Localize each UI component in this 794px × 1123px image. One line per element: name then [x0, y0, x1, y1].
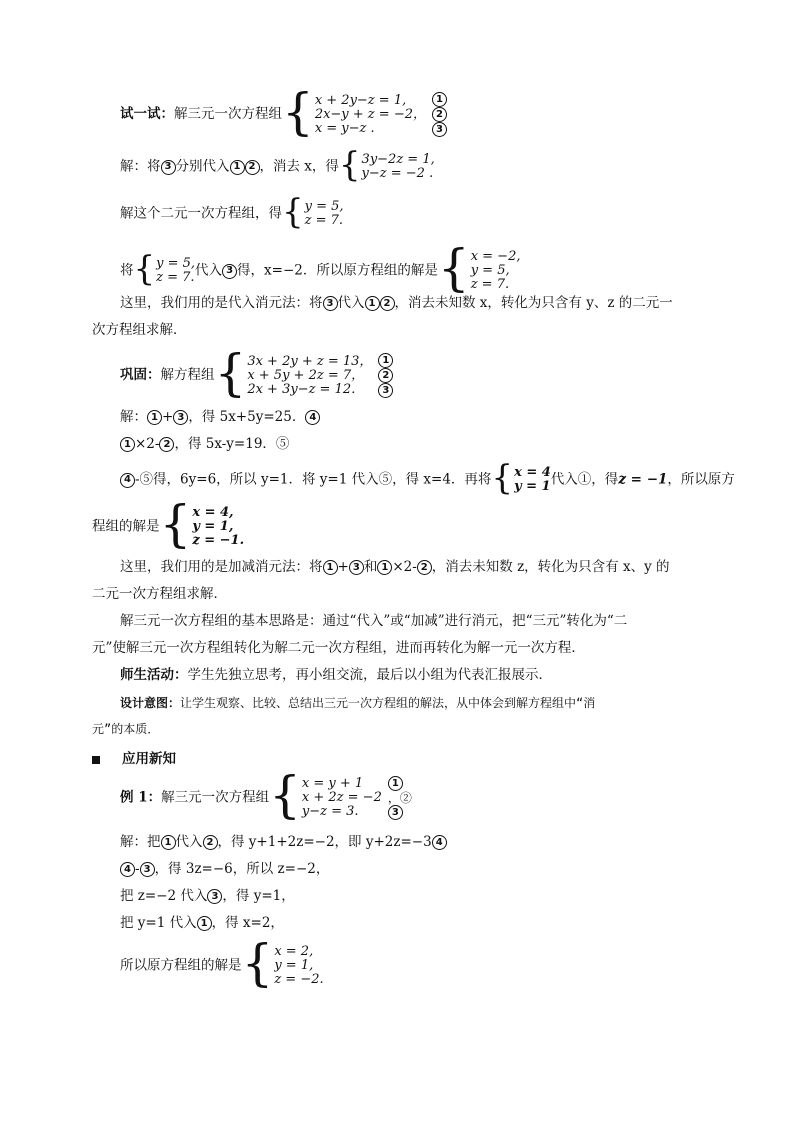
circled-1-icon: 1	[147, 410, 162, 425]
eq: 3x + 2y + z = 13，	[247, 353, 373, 369]
brace-icon: {	[282, 82, 314, 141]
eq: y−z = 3.	[301, 804, 359, 819]
circled-4-icon: 4	[120, 473, 135, 488]
text: ，消去未知数 x，转化为只含有 y、z 的二元一	[394, 295, 673, 311]
example-result	[120, 934, 324, 992]
eq: x + 2z = −2	[301, 790, 382, 805]
eq: x = 4,	[192, 505, 234, 520]
paragraph-substitution	[120, 294, 673, 312]
text: 分别代入	[175, 158, 230, 175]
circled-1-icon: 1	[432, 92, 447, 107]
text: 这里，我们用的是加减消元法：将	[120, 559, 323, 575]
solution-step-2	[120, 192, 344, 232]
eq: z = 7.	[156, 270, 195, 285]
circled-4-icon: 4	[120, 862, 135, 877]
example-label: 例 1：	[120, 789, 162, 806]
design-label: 设计意图：	[120, 696, 181, 710]
design-intent-line2: 元”的本质．	[92, 722, 160, 736]
solution-step-1	[120, 145, 435, 185]
consolidate-step-1	[120, 408, 320, 426]
text: +	[162, 409, 174, 425]
circled-2-icon: 2	[245, 160, 260, 175]
consolidate-step-3	[120, 458, 735, 498]
brace-icon: {	[269, 766, 301, 824]
section-heading	[92, 750, 176, 768]
circled-2-icon: 2	[378, 368, 393, 383]
circled-3-icon: 3	[161, 160, 176, 175]
circled-1-icon: 1	[120, 437, 135, 452]
consolidate-step-2	[120, 435, 289, 453]
circled-2-icon: 2	[417, 560, 432, 575]
eq: z = −1	[618, 471, 668, 488]
eq: y = 1,	[192, 519, 234, 534]
system-3	[159, 495, 245, 553]
example-step-2	[120, 860, 329, 878]
text: ，消去 x，得	[259, 158, 339, 175]
try-line	[120, 82, 447, 141]
text: ，得 3z=−6，所以 z=−2，	[154, 861, 330, 877]
try-eq-1: x + 2y−z = 1,	[314, 92, 407, 108]
eq: y−z = −2 .	[361, 166, 434, 181]
text: 解这个二元一次方程组，得	[120, 205, 282, 222]
circled-3-icon: 3	[222, 264, 237, 279]
example-system	[269, 766, 412, 824]
brace-icon: {	[491, 458, 514, 498]
text: 解：将	[120, 158, 161, 175]
text: ，所以原方	[667, 471, 735, 488]
system-2	[133, 249, 196, 289]
circled-2-icon: 2	[159, 437, 174, 452]
consolidate-line	[120, 343, 393, 402]
eq: 2x + 3y−z = 12．	[247, 381, 365, 397]
eq: x = 2,	[274, 944, 314, 959]
eq: z = 7.	[304, 213, 344, 228]
system-2	[282, 192, 344, 232]
text: 代入	[175, 834, 203, 850]
eq: 3y−2z = 1,	[361, 152, 435, 167]
eq: y = 1	[514, 479, 551, 494]
consolidate-system	[214, 343, 394, 402]
brace-icon: {	[437, 239, 470, 297]
circled-3-icon: 3	[173, 410, 188, 425]
try-text: 解三元一次方程组	[174, 106, 282, 122]
text: 让学生观察、比较、总结出三元一次方程组的解法，从中体会到解方程组中“消	[180, 696, 596, 710]
label-2: ，②	[387, 791, 412, 805]
eq: y = 5,	[304, 199, 344, 214]
paragraph-idea-line2: 元”使解三元一次方程组转化为解二元一次方程组，进而再转化为解一元一次方程．	[92, 640, 585, 656]
system-3	[437, 239, 521, 297]
eq: y = 1,	[274, 958, 314, 973]
circled-3-icon: 3	[388, 805, 403, 820]
circled-2-icon: 2	[432, 107, 447, 122]
text: ，得 x=2，	[211, 915, 284, 931]
text: 得，x=−2．所以原方程组的解是	[237, 262, 438, 279]
circled-3-icon: 3	[349, 560, 364, 575]
text: ，消去未知数 z，转化为只含有 x、y 的	[431, 559, 670, 575]
example-step-1	[120, 833, 447, 851]
text: 代入①，得	[550, 471, 619, 488]
system-2	[338, 145, 435, 185]
text: 代入	[195, 262, 223, 279]
paragraph-idea-line1: 解三元一次方程组的基本思路是：通过“代入”或“加减”进行消元，把“三元”转化为“二	[120, 613, 628, 629]
system-3	[241, 934, 324, 992]
text: 所以原方程组的解是	[120, 957, 242, 974]
text: ，得 5x+5y=25．	[188, 409, 306, 425]
text: 学生先独立思考，再小组交流，最后以小组为代表汇报展示．	[187, 667, 552, 683]
eq: z = −2.	[274, 972, 324, 987]
text: 把 z=−2 代入	[120, 888, 208, 904]
example-step-4	[120, 914, 284, 932]
circled-3-icon: 3	[323, 296, 338, 311]
paragraph-elimination-line2: 二元一次方程组求解．	[92, 586, 227, 602]
eq: z = 7.	[470, 277, 510, 292]
brace-icon: {	[241, 934, 274, 992]
solution-step-3	[120, 239, 521, 297]
eq: x = −2,	[470, 249, 521, 264]
try-system	[282, 82, 447, 141]
brace-icon: {	[214, 343, 247, 402]
text: 解方程组	[160, 367, 215, 383]
text: ，得 y+1+2z=−2，即 y+2z=−3	[217, 834, 432, 850]
circled-1-icon: 1	[378, 353, 393, 368]
circled-3-icon: 3	[432, 122, 447, 137]
consolidate-label: 巩固：	[120, 367, 161, 383]
text: 解：把	[120, 834, 161, 850]
text: 把 y=1 代入	[120, 915, 197, 931]
paragraph-elimination	[120, 558, 670, 576]
design-intent-line1	[120, 694, 595, 712]
text: 代入	[337, 295, 365, 311]
eq: y = 5,	[470, 263, 510, 278]
square-bullet-icon	[92, 756, 100, 764]
circled-4-icon: 4	[432, 835, 447, 850]
brace-icon: {	[159, 495, 192, 553]
try-eq-2: 2x−y + z = −2，	[314, 106, 426, 122]
circled-1-icon: 1	[323, 560, 338, 575]
brace-icon: {	[133, 249, 156, 289]
text: -⑤得，6y=6，所以 y=1．将 y=1 代入⑤，得 x=4．再将	[135, 471, 492, 488]
activity-line	[120, 666, 552, 684]
example-step-3	[120, 887, 295, 905]
circled-2-icon: 2	[203, 835, 218, 850]
eq: x = y + 1	[301, 776, 364, 791]
system-2	[491, 458, 551, 498]
circled-1-icon: 1	[161, 835, 176, 850]
circled-1-icon: 1	[377, 560, 392, 575]
consolidate-result	[92, 495, 245, 553]
text: 解：	[120, 409, 147, 425]
circled-1-icon: 1	[388, 776, 403, 791]
text: 这里，我们用的是代入消元法：将	[120, 295, 323, 311]
circled-3-icon: 3	[207, 889, 222, 904]
text: -	[135, 861, 140, 877]
circled-3-icon: 3	[378, 383, 393, 398]
circled-1-icon: 1	[365, 296, 380, 311]
text: ，得 y=1，	[222, 888, 295, 904]
paragraph-substitution-line2: 次方程组求解．	[92, 322, 187, 338]
text: ×2-	[135, 436, 160, 452]
eq: x + 5y + 2z = 7，	[247, 367, 365, 383]
try-eq-3: x = y−z .	[314, 120, 375, 136]
section-title: 应用新知	[122, 751, 176, 767]
circled-3-icon: 3	[140, 862, 155, 877]
circled-1-icon: 1	[197, 916, 212, 931]
eq: z = −1.	[192, 533, 245, 548]
text: +	[337, 559, 349, 575]
circled-2-icon: 2	[380, 296, 395, 311]
eq: y = 5,	[156, 256, 196, 271]
example-line	[120, 766, 412, 824]
text: 将	[120, 262, 134, 279]
eq: x = 4	[514, 465, 551, 480]
text: 解三元一次方程组	[161, 789, 270, 806]
text: ×2-	[392, 559, 417, 575]
circled-4-icon: 4	[305, 410, 320, 425]
activity-label: 师生活动：	[120, 667, 188, 683]
text: ，得 5x-y=19．⑤	[174, 436, 290, 452]
brace-icon: {	[338, 145, 361, 185]
text: 程组的解是	[92, 518, 160, 535]
brace-icon: {	[282, 192, 304, 232]
circled-1-icon: 1	[230, 160, 245, 175]
try-label: 试一试：	[120, 106, 174, 122]
text: 和	[363, 559, 378, 575]
